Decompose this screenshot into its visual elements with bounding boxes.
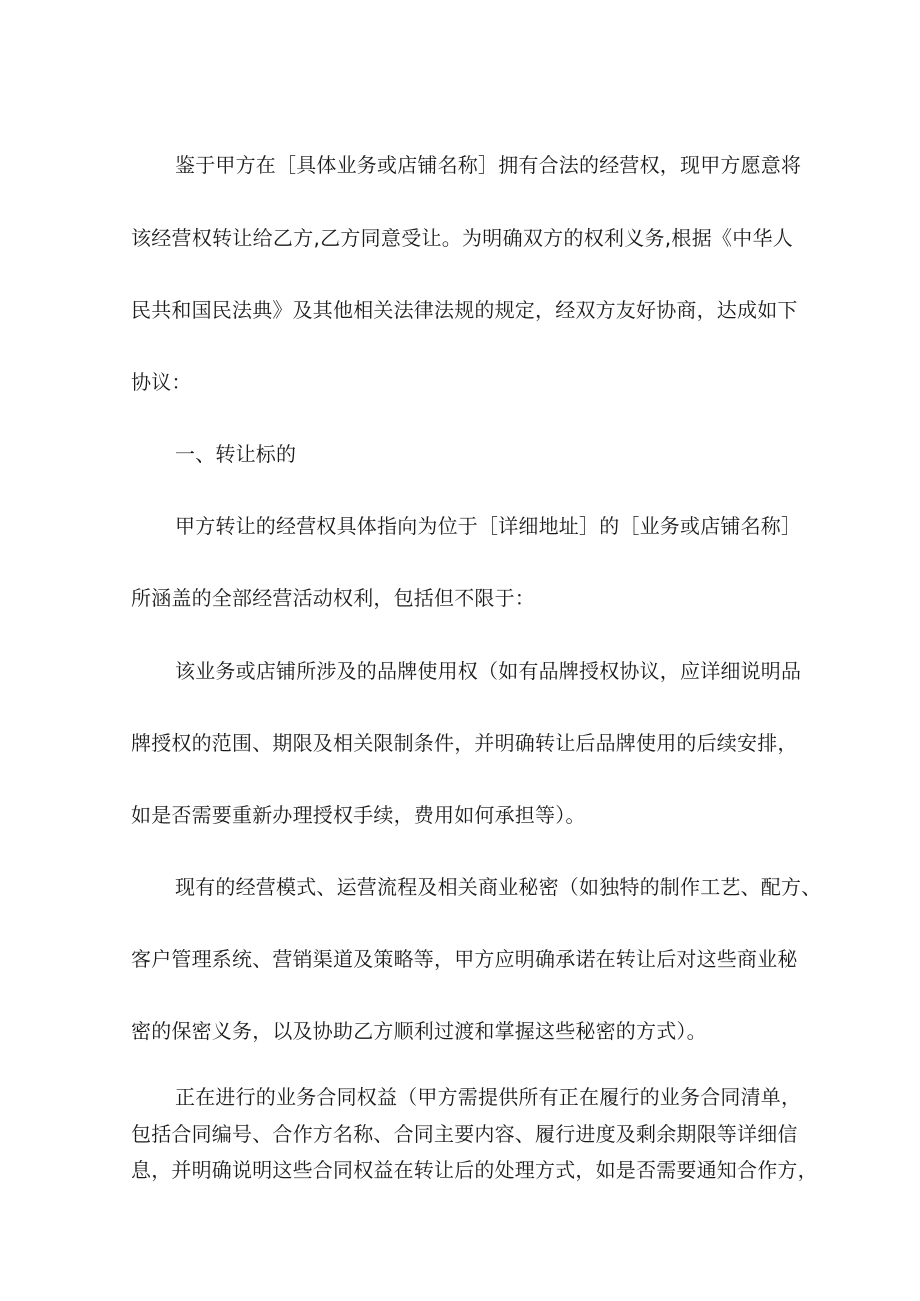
section-heading: 一、转让标的	[175, 442, 297, 466]
text-line: 如是否需要重新办理授权手续，费用如何承担等）。	[131, 803, 586, 827]
text-line: 民共和国民法典》及其他相关法律法规的规定，经双方友好协商，达成如下	[131, 298, 798, 322]
text-line: 该业务或店铺所涉及的品牌使用权（如有品牌授权协议，应详细说明品	[175, 659, 802, 683]
text-line: 现有的经营模式、运营流程及相关商业秘密（如独特的制作工艺、配方、	[175, 875, 822, 899]
text-line: 包括合同编号、合作方名称、合同主要内容、履行进度及剩余期限等详细信	[131, 1122, 798, 1146]
text-line: 所涵盖的全部经营活动权利，包括但不限于：	[131, 586, 535, 610]
text-line: 密的保密义务，以及协助乙方顺利过渡和掌握这些秘密的方式）。	[131, 1019, 707, 1043]
text-line: 正在进行的业务合同权益（甲方需提供所有正在履行的业务合同清单，	[175, 1085, 802, 1109]
text-line: 协议：	[131, 370, 192, 394]
text-line: 该经营权转让给乙方,乙方同意受让。为明确双方的权利义务,根据《中华人	[131, 226, 793, 250]
text-line: 客户管理系统、营销渠道及策略等，甲方应明确承诺在转让后对这些商业秘	[131, 947, 798, 971]
text-line: 牌授权的范围、期限及相关限制条件，并明确转让后品牌使用的后续安排，	[131, 731, 798, 755]
text-line: 息，并明确说明这些合同权益在转让后的处理方式，如是否需要通知合作方，	[131, 1158, 818, 1182]
text-line: 甲方转让的经营权具体指向为位于［详细地址］的［业务或店铺名称］	[175, 514, 802, 538]
text-line: 鉴于甲方在［具体业务或店铺名称］拥有合法的经营权，现甲方愿意将	[175, 153, 802, 177]
